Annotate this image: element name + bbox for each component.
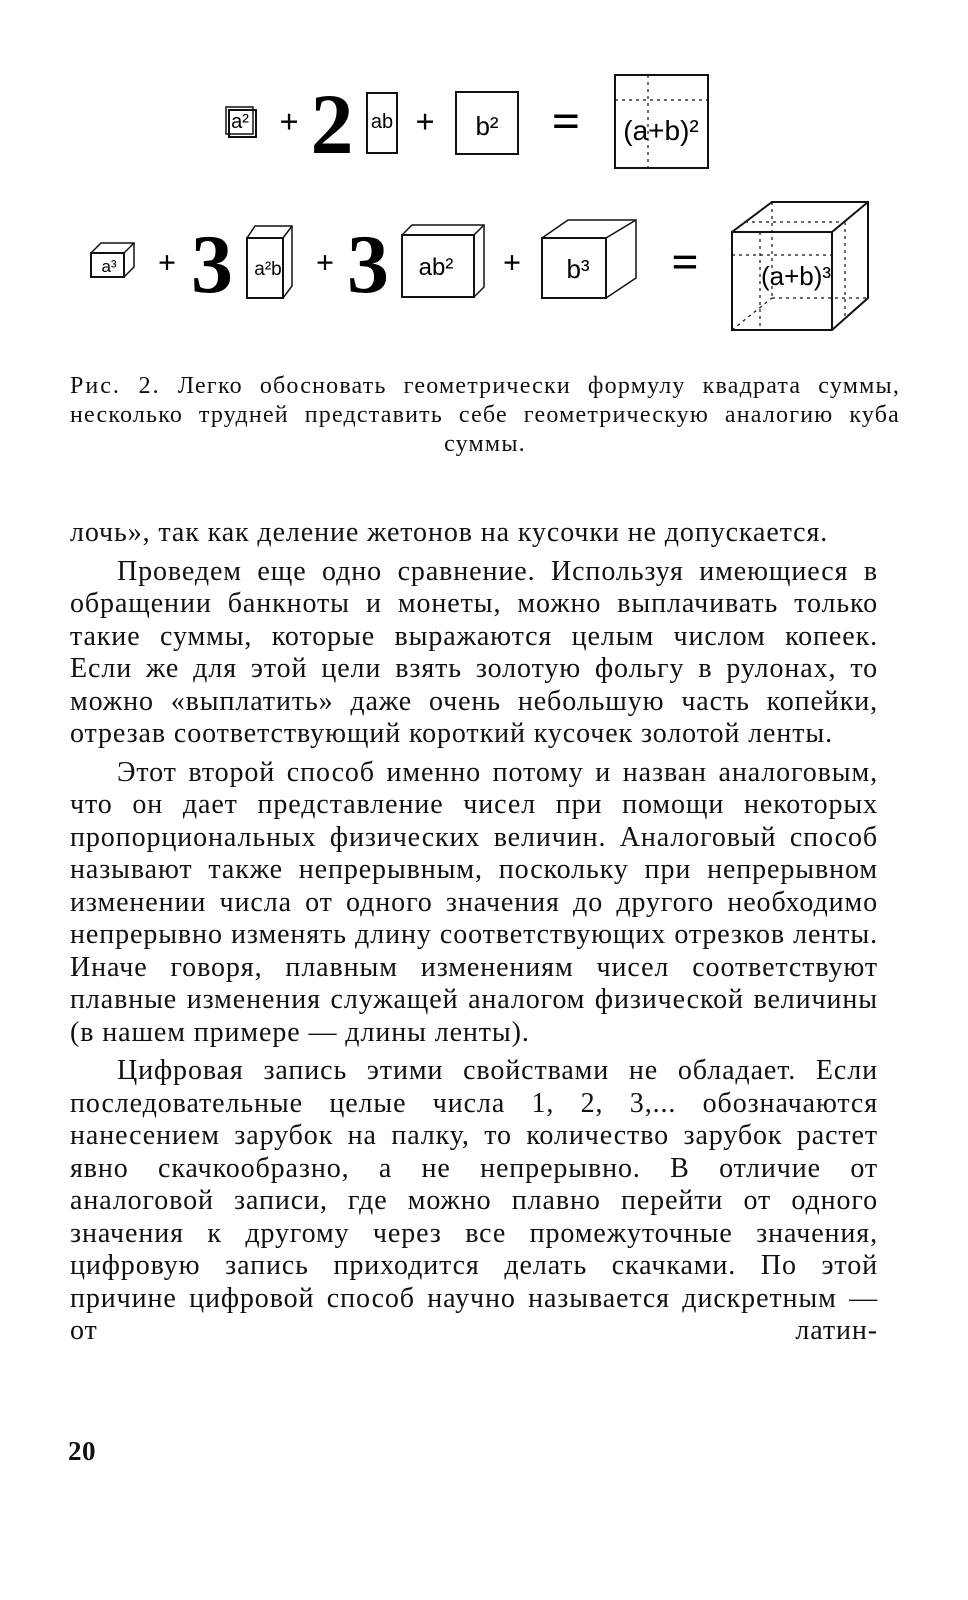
figure-drawing	[0, 60, 968, 360]
equals-sign: =	[551, 93, 581, 149]
equals-sign: =	[671, 236, 699, 289]
body-text	[70, 517, 878, 1348]
paragraph: Этот второй способ именно потому и назван аналоговым, что он дает представление чисел при помощи некоторых пропорциональных физических величин. Аналоговый способ называют также непрерывным, поскольку при непрерывном изменении числа от одного значения до другого необходимо непрерывно изменять длину соответствующих отрезков ленты. Иначе говоря, плавным изменениям чисел соответствуют плавные изменения служащей аналогом физической величины (в нашем примере — длины ленты).	[70, 756, 878, 1048]
cube-a3	[91, 243, 134, 277]
prism-ab2	[402, 225, 484, 297]
plus-sign: +	[315, 244, 335, 280]
paragraph: лочь», так как деление жетонов на кусочки не допускается.	[70, 517, 829, 548]
coefficient-3: 3	[191, 218, 233, 311]
label-ab: ab	[370, 111, 394, 133]
label-ab2: ab²	[418, 254, 454, 281]
plus-sign: +	[502, 244, 522, 280]
paragraph: Проведем еще одно сравнение. Используя имеющиеся в обращении банкноты и монеты, можно выплачивать только такие суммы, которые выражаются целым числом копеек. Если же для этой цели взять золотую фольгу в рулонах, то можно «выплатить» даже очень небольшую часть копейки, отрезав соответствующий короткий кусочек золотой ленты.	[70, 555, 878, 749]
label-b3: b³	[566, 254, 590, 284]
square-b2	[456, 92, 518, 154]
label-a2b: a²b	[254, 259, 282, 280]
label-a3: a³	[101, 257, 117, 276]
label-a-plus-b-cubed: (a+b)³	[760, 261, 832, 291]
plus-sign: +	[415, 104, 435, 141]
prism-a2b	[247, 226, 292, 298]
page-number: 20	[68, 1436, 96, 1466]
coefficient-3: 3	[347, 218, 389, 311]
label-a2: a²	[231, 111, 249, 133]
plus-sign: +	[157, 244, 177, 280]
figure-caption	[70, 372, 900, 459]
square-a-plus-b-squared	[615, 75, 708, 168]
row-cube-of-sum	[91, 202, 868, 330]
cube-b3	[542, 220, 636, 298]
caption-lead: Рис. 2.	[70, 373, 161, 399]
label-b2: b²	[475, 111, 499, 141]
paragraph: Цифровая запись этими свойствами не обладает. Если последовательные целые числа 1, 2, 3,... обозначаются нанесением зарубок на палку, то количество зарубок растет явно скачкообразно, а не непрерывно. В отличие от аналоговой записи, где можно плавно перейти от одного значения к другому через все промежуточные значения, цифровую запись приходится делать скачками. По этой причине цифровой способ научно называется дискретным — от латин-	[70, 1055, 878, 1346]
coefficient-2: 2	[310, 76, 354, 172]
cube-a-plus-b-cubed	[732, 202, 868, 330]
row-square-of-sum	[226, 75, 708, 172]
caption-text: Легко обосновать геометрически формулу квадрата суммы, несколько трудней представить себе геометрическую аналогию куба суммы.	[70, 373, 901, 457]
plus-sign: +	[279, 104, 299, 141]
figure-sum-identities	[0, 60, 968, 360]
label-a-plus-b-squared: (a+b)²	[623, 115, 699, 146]
square-a2	[226, 107, 256, 137]
rect-ab	[367, 93, 397, 153]
